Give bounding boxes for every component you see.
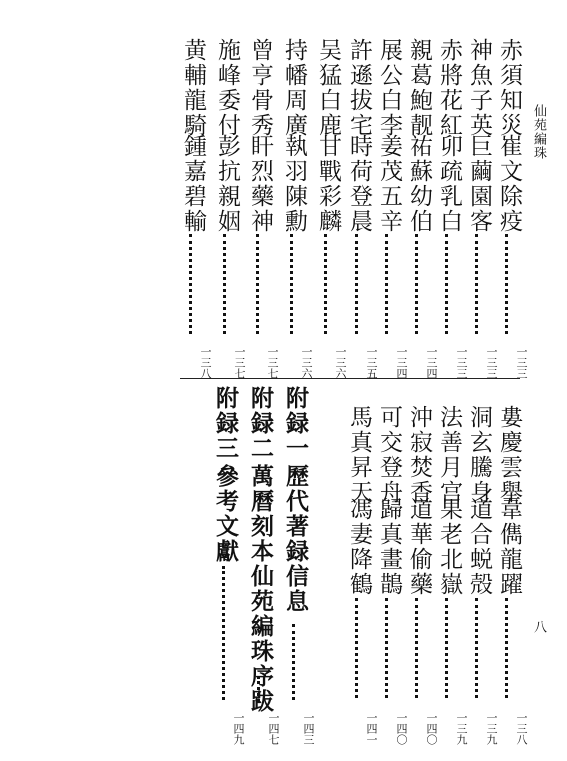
appendix-page: 一四九 <box>232 712 245 745</box>
entry-second: 崔文除疫 <box>496 134 522 234</box>
entry-first: 黄輔龍騎 <box>180 38 206 138</box>
entry-second: 韋儁龍躍 <box>496 497 522 597</box>
entry-second: 盰烈藥神 <box>247 134 273 234</box>
entry-second: 道合蜕殻 <box>466 497 492 597</box>
entry-second: 道華偷藥 <box>406 497 432 597</box>
entry-first: 持幡周廣 <box>281 38 307 138</box>
entry-second: 姜茂五辛 <box>376 134 402 234</box>
entry-page: 一三七 <box>233 346 246 379</box>
entry-page: 一三九 <box>485 712 498 745</box>
entry-page: 一三三 <box>515 346 528 379</box>
entry-page: 一三五 <box>365 346 378 379</box>
entry-second: 甘戰彩麟 <box>315 134 341 234</box>
appendix-entry <box>281 0 315 761</box>
entry-page: 一三三 <box>455 346 468 379</box>
appendix-page: 一四三 <box>302 712 315 745</box>
entry-second: 祐蘇幼伯 <box>406 134 432 234</box>
entry-page: 一三六 <box>334 346 347 379</box>
toc-entry <box>313 0 347 761</box>
appendix-page: 一四七 <box>267 712 280 745</box>
entry-second: 馮妻降鶴 <box>346 497 372 597</box>
entry-page: 一四一 <box>365 712 378 745</box>
leader-dots <box>445 598 448 698</box>
appendix-label: 附録二 <box>247 386 274 461</box>
appendix-title: 歷代著録信息 <box>282 464 309 614</box>
entry-second: 彭抗親姻 <box>214 134 240 234</box>
page-number: 八 <box>531 620 546 634</box>
entry-first: 洞玄騰身 <box>466 405 492 505</box>
entry-page: 一三四 <box>425 346 438 379</box>
entry-second: 時荷登晨 <box>346 134 372 234</box>
entry-first: 吴猛白鹿 <box>315 38 341 138</box>
entry-second: 歸真畫鵲 <box>376 497 402 597</box>
entry-page: 一三六 <box>300 346 313 379</box>
appendix-label: 附録一 <box>282 386 309 461</box>
entry-page: 一三九 <box>455 712 468 745</box>
entry-page: 一三八 <box>199 346 212 379</box>
leader-dots <box>189 234 192 334</box>
leader-dots <box>292 624 295 700</box>
toc-entry <box>178 0 212 761</box>
leader-dots <box>222 566 225 700</box>
entry-first: 可交登舟 <box>376 405 402 505</box>
entry-second: 果老北嶽 <box>436 497 462 597</box>
entry-first: 神魚子英 <box>466 38 492 138</box>
entry-second: 巨繭園客 <box>466 134 492 234</box>
leader-dots <box>505 598 508 698</box>
entry-first: 沖寂焚香 <box>406 405 432 505</box>
leader-dots <box>385 598 388 698</box>
entry-second: 執羽陳勳 <box>281 134 307 234</box>
leader-dots <box>324 234 327 334</box>
appendix-title: 參考文獻 <box>212 464 239 564</box>
entry-page: 一四〇 <box>395 712 408 745</box>
leader-dots <box>415 598 418 698</box>
entry-second: 卯疏乳白 <box>436 134 462 234</box>
entry-page: 一三七 <box>266 346 279 379</box>
entry-first: 施峰委付 <box>214 38 240 138</box>
entry-first: 曾亨骨秀 <box>247 38 273 138</box>
entry-first: 許遜拔宅 <box>346 38 372 138</box>
running-title: 仙苑編珠 <box>531 104 546 160</box>
entry-first: 赤將花紅 <box>436 38 462 138</box>
entry-first: 婁慶雲舉 <box>496 405 522 505</box>
entry-first: 展公白李 <box>376 38 402 138</box>
appendix-title: 萬曆刻本仙苑編珠序跋 <box>247 464 274 714</box>
entry-first: 法善月宫 <box>436 405 462 505</box>
entry-page: 一三八 <box>515 712 528 745</box>
leader-dots <box>257 676 260 702</box>
entry-first: 親葛鮑靓 <box>406 38 432 138</box>
appendix-label: 附録三 <box>212 386 239 461</box>
entry-page: 一四〇 <box>425 712 438 745</box>
entry-page: 一三四 <box>395 346 408 379</box>
entry-second: 鍾嘉碧輸 <box>180 134 206 234</box>
leader-dots <box>355 598 358 698</box>
entry-first: 赤須知災 <box>496 38 522 138</box>
entry-page: 一三三 <box>485 346 498 379</box>
leader-dots <box>475 598 478 698</box>
entry-first: 馬真昇天 <box>346 405 372 505</box>
